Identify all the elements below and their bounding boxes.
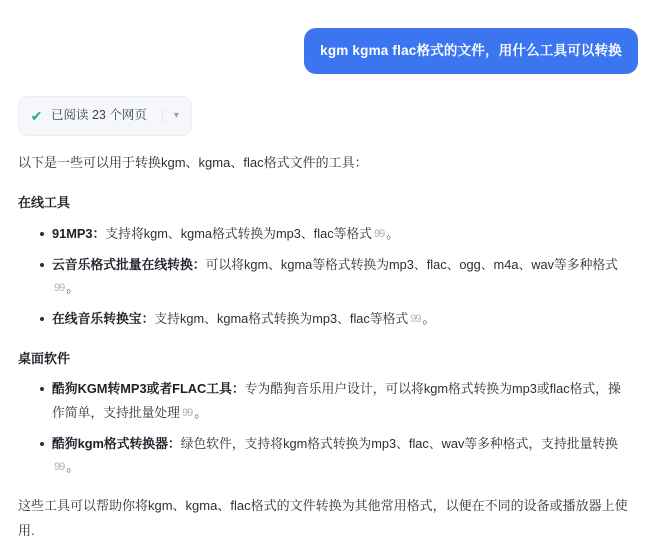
- tool-name: 91MP3：: [52, 226, 106, 242]
- tool-description: 支持将kgm、kgma格式转换为mp3、flac等格式: [105, 226, 372, 242]
- list-item: [40, 307, 630, 331]
- tool-description-end: 。: [386, 226, 400, 242]
- user-message-bubble: kgm kgma flac格式的文件，用什么工具可以转换: [304, 28, 638, 74]
- desktop-software-list: [18, 377, 630, 479]
- citation-marker[interactable]: 99: [54, 282, 65, 295]
- tool-description-end: 。: [66, 459, 80, 475]
- tool-name: 酷狗kgm格式转换器：: [52, 435, 181, 451]
- tool-name: 酷狗KGM转MP3或者FLAC工具：: [52, 381, 245, 397]
- citation-marker[interactable]: 99: [410, 313, 421, 326]
- read-webpages-label: 已阅读 23 个网页: [51, 108, 147, 123]
- tool-description-end: 。: [66, 280, 80, 296]
- intro-paragraph: 以下是一些可以用于转换kgm、kgma、flac格式文件的工具：: [18, 155, 368, 170]
- list-item: [40, 222, 630, 246]
- list-item: [40, 253, 630, 300]
- section-heading-online-tools: 在线工具: [18, 195, 71, 211]
- chevron-down-icon[interactable]: ▾: [173, 109, 179, 121]
- tool-description-end: 。: [194, 405, 208, 421]
- closing-paragraph: 这些工具可以帮助你将kgm、kgma、flac格式的文件转换为其他常用格式，以便在不同的设备或播放器上使用.: [18, 498, 628, 539]
- tool-description: 支持kgm、kgma格式转换为mp3、flac等格式: [154, 311, 409, 327]
- tool-name: 云音乐格式批量在线转换：: [52, 256, 206, 272]
- pill-divider: [162, 109, 163, 123]
- online-tools-list: [18, 222, 630, 331]
- tool-description: 专为酷狗音乐用户设计，可以将kgm格式转换为mp3或flac格式，操作简单，支持批量处理: [52, 381, 621, 421]
- tool-description: 可以将kgm、kgma等格式转换为mp3、flac、ogg、m4a、wav等多种格式: [205, 256, 618, 272]
- section-heading-desktop-software: 桌面软件: [18, 350, 71, 366]
- citation-marker[interactable]: 99: [181, 407, 193, 420]
- user-message-row: [0, 0, 646, 74]
- tool-description-end: 。: [422, 311, 436, 327]
- assistant-response: [0, 74, 646, 544]
- list-item: [40, 432, 630, 479]
- read-webpages-pill[interactable]: [18, 96, 192, 136]
- tool-description: 绿色软件，支持将kgm格式转换为mp3、flac、wav等多种格式，支持批量转换: [180, 435, 618, 451]
- tool-name: 在线音乐转换宝：: [52, 311, 155, 327]
- citation-marker[interactable]: 99: [373, 228, 385, 241]
- check-circle-icon: ✔: [30, 107, 43, 124]
- citation-marker[interactable]: 99: [54, 461, 65, 474]
- list-item: [40, 377, 630, 424]
